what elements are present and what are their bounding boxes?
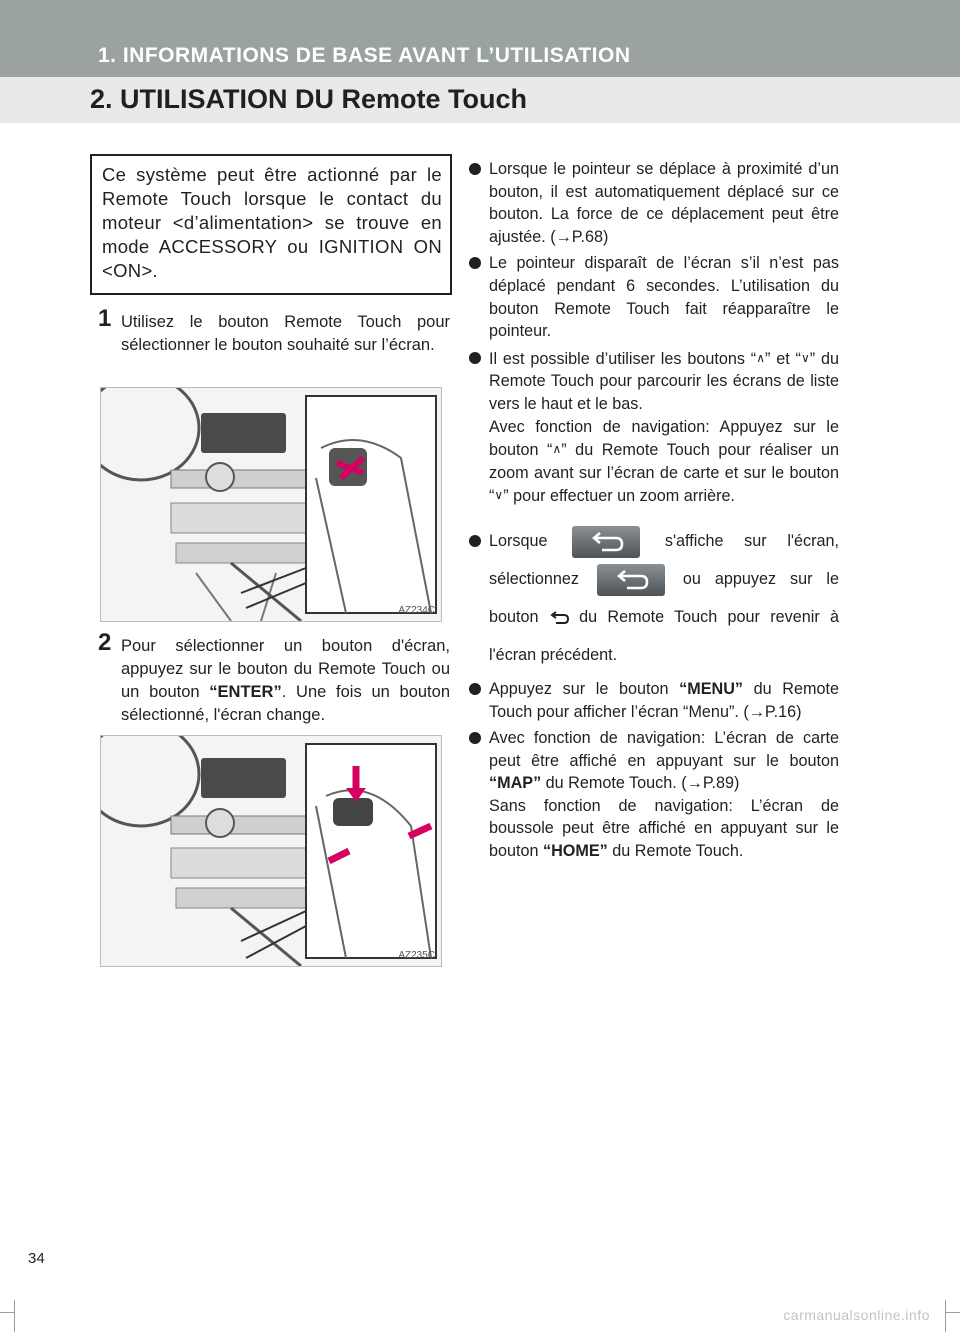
dashboard-illustration bbox=[101, 736, 441, 966]
bullet-icon bbox=[469, 732, 481, 744]
list-item: Lorsque s'affiche sur l'écran, sélectionnez ou appuyez sur le bouton du Remote Touch pour revenir à l'écran précédent. bbox=[467, 522, 839, 674]
step-number: 2 bbox=[98, 629, 112, 656]
step-text: Utilisez le bouton Remote Touch pour sélectionner le bouton souhaité sur l’écran. bbox=[121, 313, 450, 354]
back-arrow-icon bbox=[549, 611, 569, 625]
step-text: Pour sélectionner un bouton d'écran, appuyez sur le bouton du Remote Touch ou un bouton “ENTER”. Une fois un bouton sélectionné, l'écran change. bbox=[121, 637, 450, 724]
chevron-up-icon: ∧ bbox=[552, 442, 562, 457]
bullet-icon bbox=[469, 257, 481, 269]
step-number: 1 bbox=[98, 305, 112, 332]
list-item: Avec fonction de navigation: L’écran de carte peut être affiché en appuyant sur le bouton “MAP” du Remote Touch. (→P.89) Sans fonction de navigation: L’écran de boussole peut être affiché en appuyant sur le bouton “HOME” du Remote Touch. bbox=[467, 727, 839, 863]
dashboard-illustration bbox=[101, 388, 441, 621]
intro-box: Ce système peut être actionné par le Remote Touch lorsque le contact du moteur <d’alimentation> se trouve en mode ACCESSORY ou IGNITION ON <ON>. bbox=[90, 154, 452, 295]
step-2 bbox=[98, 629, 450, 727]
figure-code: AZ235C bbox=[398, 950, 435, 961]
chevron-down-icon: ∨ bbox=[494, 488, 504, 503]
crop-mark bbox=[14, 1300, 15, 1332]
right-column bbox=[467, 158, 839, 867]
bullet-icon bbox=[469, 535, 481, 547]
back-button-icon bbox=[597, 564, 665, 596]
crop-mark bbox=[946, 1312, 960, 1313]
page-title: 2. UTILISATION DU Remote Touch bbox=[90, 84, 528, 114]
bullet-icon bbox=[469, 163, 481, 175]
list-item: Il est possible d’utiliser les boutons “∧” et “∨” du Remote Touch pour parcourir les écrans de liste vers le haut et le bas. Avec fonction de navigation: Appuyez sur le bouton “∧” du Remote Touch pour réaliser un zoom avant sur l’écran de carte et sur le bouton “∨” pour effectuer un zoom arrière. bbox=[467, 347, 839, 508]
list-item: Le pointeur disparaît de l’écran s’il n’est pas déplacé pendant 6 secondes. L’utilisation du bouton Remote Touch fait réapparaître le pointeur. bbox=[467, 252, 839, 342]
page-number: 34 bbox=[28, 1250, 45, 1267]
figure-code: AZ234C bbox=[398, 605, 435, 616]
bullet-icon bbox=[469, 352, 481, 364]
crop-mark bbox=[0, 1312, 14, 1313]
list-item: Lorsque le pointeur se déplace à proximité d’un bouton, il est automatiquement déplacé sur ce bouton. La force de ce déplacement peut être ajustée. (→P.68) bbox=[467, 158, 839, 248]
section-title: 1. INFORMATIONS DE BASE AVANT L’UTILISATION bbox=[98, 44, 631, 67]
crop-mark bbox=[945, 1300, 946, 1332]
chevron-down-icon: ∨ bbox=[800, 350, 810, 365]
step-1 bbox=[98, 305, 450, 357]
list-item: Appuyez sur le bouton “MENU” du Remote Touch pour afficher l’écran “Menu”. (→P.16) bbox=[467, 678, 839, 723]
figure-remote-touch-move bbox=[100, 387, 442, 622]
back-button-icon bbox=[572, 526, 640, 558]
watermark: carmanualsonline.info bbox=[783, 1307, 930, 1323]
chevron-up-icon: ∧ bbox=[756, 350, 765, 365]
bullet-icon bbox=[469, 683, 481, 695]
figure-remote-touch-enter bbox=[100, 735, 442, 967]
